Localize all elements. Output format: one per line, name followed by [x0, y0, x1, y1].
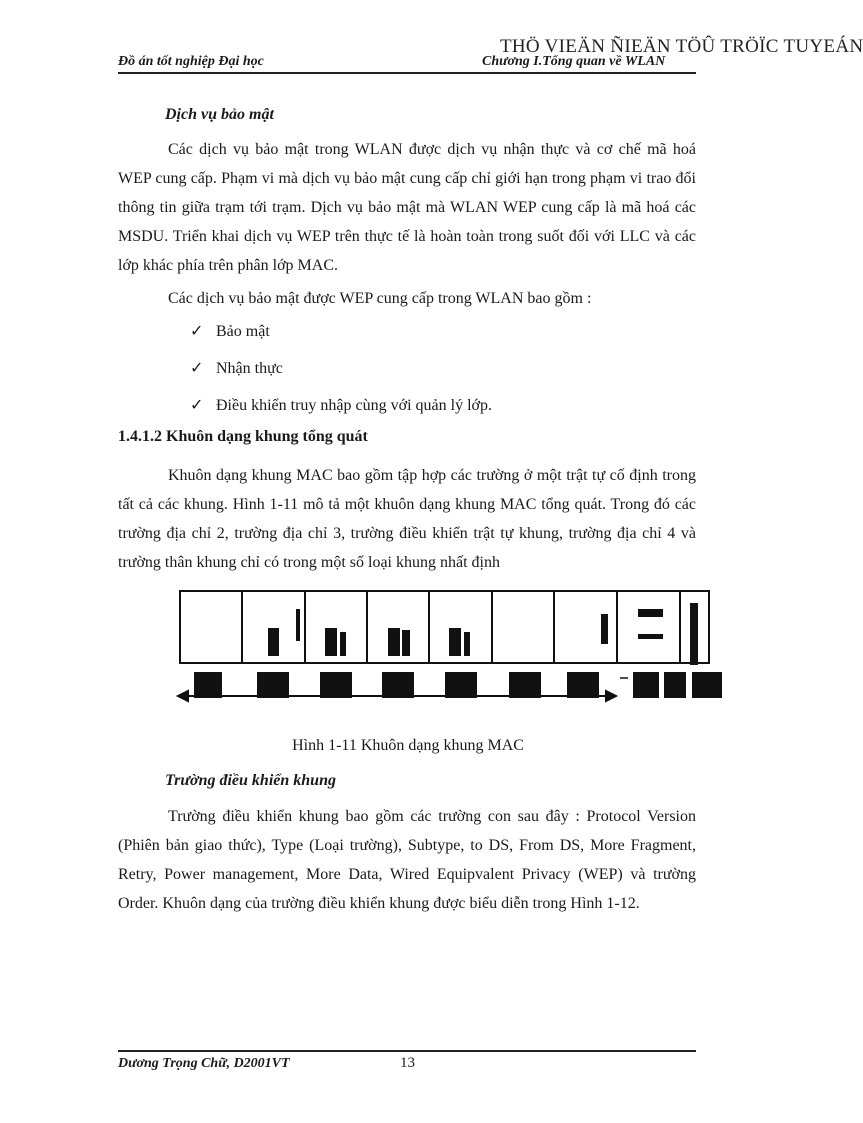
list-item-label: Bảo mật [216, 323, 270, 340]
header-chapter-title: Chương I.Tổng quan về WLAN [482, 54, 666, 69]
size-block [382, 672, 414, 698]
footer-rule [118, 1050, 696, 1052]
paragraph-frame-control-text: Trường điều khiển khung bao gồm các trường con sau đây : Protocol Version (Phiên bản giao thức), Type (Loại trường), Subtype, to DS, From DS, More Fragment, Retry, Power management, More Data, Wired Equipvalent Privacy (WEP) và trường Order. Khuôn dạng của trường điều khiển khung được biểu diễn trong Hình 1-12. [118, 808, 696, 912]
frame-outline [180, 591, 709, 663]
figure-caption: Hình 1-11 Khuôn dạng khung MAC [292, 737, 524, 754]
size-block [257, 672, 289, 698]
label-block [325, 628, 337, 656]
arrow-head-left [178, 691, 188, 701]
field-label-fragments [268, 603, 698, 665]
label-block [296, 609, 300, 641]
frame-border [180, 591, 709, 663]
header-left-title: Đồ án tốt nghiệp Đại học [118, 54, 264, 69]
check-icon: ✓ [190, 323, 204, 340]
label-block [690, 603, 698, 665]
check-icon: ✓ [190, 397, 204, 414]
size-block [509, 672, 541, 698]
label-block [449, 628, 461, 656]
label-block [638, 634, 663, 639]
label-block [638, 609, 663, 617]
size-block [320, 672, 352, 698]
size-block [692, 672, 722, 698]
section-heading-frame-format: 1.4.1.2 Khuôn dạng khung tổng quát [118, 428, 368, 445]
page-number: 13 [400, 1055, 415, 1071]
paragraph-security-text: Các dịch vụ bảo mật trong WLAN được dịch vụ nhận thực và cơ chế mã hoá WEP cung cấp. Phạm vi mà dịch vụ bảo mật cung cấp chỉ giới hạn trong phạm vi trao đổi thông tin giữa trạm tới trạm. Dịch vụ bảo mật mà WLAN WEP cung cấp là mã hoá các MSDU. Triển khai dịch vụ WEP trên thực tế là hoàn toàn trong suốt đối với LLC và các lớp khác phía trên phân lớp MAC. [118, 141, 696, 274]
check-icon: ✓ [190, 360, 204, 377]
size-block [194, 672, 222, 698]
arrow-head-right [606, 691, 616, 701]
paragraph-frame-format-text: Khuôn dạng khung MAC bao gồm tập hợp các trường ở một trật tự cố định trong tất cả các khung. Hình 1-11 mô tả một khuôn dạng khung MAC tổng quát. Trong đó các trường địa chỉ 2, trường địa chỉ 3, trường điều khiển trật tự khung, trường địa chỉ 4 và trường thân khung chỉ có trong một số loại khung nhất định [118, 467, 696, 571]
section-title-security: Dịch vụ bảo mật [165, 106, 274, 123]
size-block [633, 672, 659, 698]
label-block [388, 628, 400, 656]
label-block [464, 632, 470, 656]
section-title-frame-control: Trường điều khiển khung [165, 772, 336, 789]
footer-author: Dương Trọng Chữ, D2001VT [118, 1056, 290, 1071]
label-block [340, 632, 346, 656]
watermark: THÖ VIEÄN ÑIEÄN TÖÛ TRÖÏC TUYEÁN [500, 36, 863, 57]
size-block [567, 672, 599, 698]
list-item-label: Nhận thực [216, 360, 283, 377]
list-item-label: Điều khiển truy nhập cùng với quản lý lớp. [216, 397, 492, 414]
label-block [268, 628, 279, 656]
size-block [664, 672, 686, 698]
label-block [402, 630, 410, 656]
paragraph-list-intro-text: Các dịch vụ bảo mật được WEP cung cấp trong WLAN bao gồm : [168, 290, 592, 307]
size-block [445, 672, 477, 698]
size-label-fragments [194, 672, 722, 698]
paragraph-frame-control [118, 802, 696, 918]
label-block [601, 614, 608, 644]
